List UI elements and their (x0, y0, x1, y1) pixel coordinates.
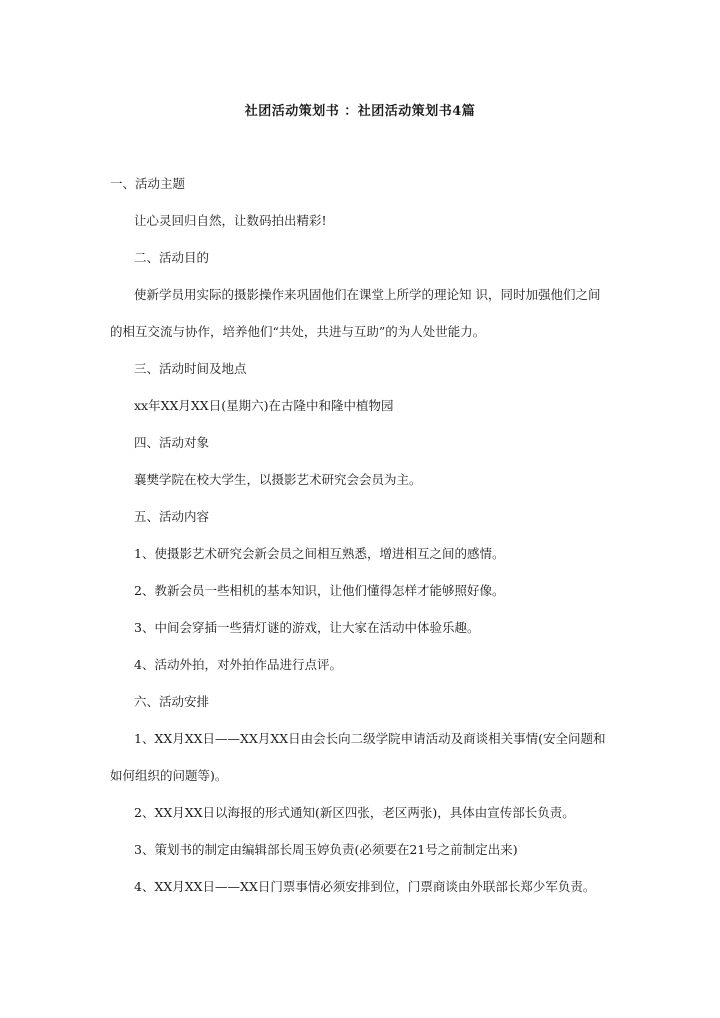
paragraph: 让心灵回归自然，让数码拍出精彩! (134, 213, 327, 228)
paragraph-continuation: 的相互交流与协作，培养他们“共处，共进与互助”的为人处世能力。 (110, 324, 486, 339)
document-title: 社团活动策划书 ：社团活动策划书4篇 (244, 104, 476, 119)
list-item: 2、教新会员一些相机的基本知识，让他们懂得怎样才能够照好像。 (134, 583, 505, 598)
paragraph: 襄樊学院在校大学生，以摄影艺术研究会会员为主。 (134, 472, 422, 487)
list-item: 1、使摄影艺术研究会新会员之间相互熟悉，增进相互之间的感情。 (134, 546, 505, 561)
section-heading-audience: 四、活动对象 (134, 435, 210, 450)
section-heading-purpose: 二、活动目的 (134, 250, 210, 265)
section-heading-content: 五、活动内容 (134, 509, 210, 524)
list-item: 4、活动外拍，对外拍作品进行点评。 (134, 657, 342, 672)
list-item: 4、XX月XX日——XX日门票事情必须安排到位，门票商谈由外联部长郑少军负责。 (134, 879, 596, 894)
list-item: 3、策划书的制定由编辑部长周玉婷负责(必须要在21号之前制定出来) (134, 842, 518, 857)
section-heading-theme: 一、活动主题 (110, 176, 186, 191)
list-item: 2、XX月XX日以海报的形式通知(新区四张，老区两张)，具体由宣传部长负责。 (134, 805, 575, 820)
list-item: 3、中间会穿插一些猜灯谜的游戏，让大家在活动中体验乐趣。 (134, 620, 480, 635)
section-heading-time-place: 三、活动时间及地点 (134, 361, 247, 376)
section-heading-schedule: 六、活动安排 (134, 694, 210, 709)
paragraph: 使新学员用实际的摄影操作来巩固他们在课堂上所学的理论知 识，同时加强他们之间 (134, 287, 601, 302)
list-item-continuation: 如何组织的问题等)。 (110, 768, 228, 783)
list-item: 1、XX月XX日——XX月XX日由会长向二级学院申请活动及商谈相关事情(安全问题和 (134, 731, 606, 746)
paragraph: xx年XX月XX日(星期六)在古隆中和隆中植物园 (134, 398, 394, 413)
